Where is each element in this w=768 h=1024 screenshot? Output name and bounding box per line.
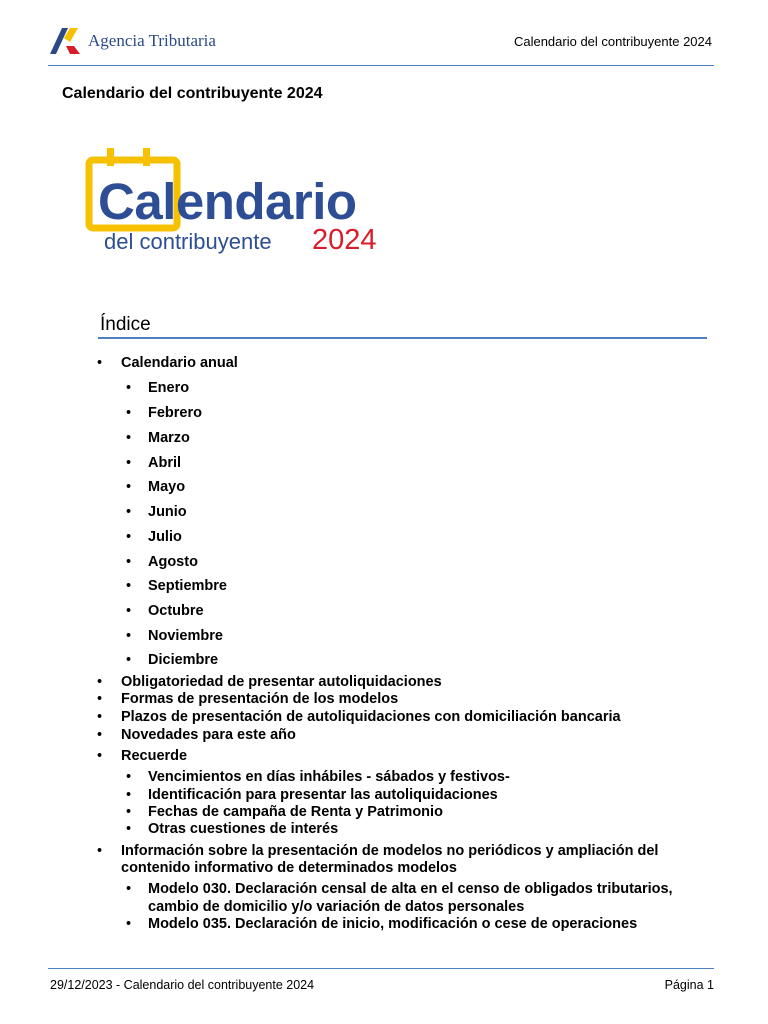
page-header: [48, 22, 714, 66]
page-footer: [48, 968, 714, 992]
index-link-recuerde-item[interactable]: • Vencimientos en días inhábiles - sábados y festivos-: [148, 769, 510, 785]
index-link-month[interactable]: • Mayo: [148, 479, 185, 495]
index-link-recuerde-item[interactable]: • Otras cuestiones de interés: [148, 821, 338, 837]
index-link-month[interactable]: • Febrero: [148, 405, 202, 421]
header-document-title: Calendario del contribuyente 2024: [513, 34, 712, 49]
index-divider: [98, 337, 707, 339]
index-link-modelo-035[interactable]: • Modelo 035. Declaración de inicio, modificación o cese de operaciones: [148, 916, 637, 932]
index-link-month[interactable]: • Junio: [148, 504, 187, 520]
index-link-calendario-anual[interactable]: • Calendario anual: [121, 355, 238, 371]
index-link-modelo-030[interactable]: • Modelo 030. Declaración censal de alta en el censo de obligados tributarios,: [148, 881, 673, 897]
cover-subtitle: del contribuyente: [104, 229, 272, 254]
index-link-modelo-030-cont[interactable]: cambio de domicilio y/o variación de datos personales: [148, 899, 525, 915]
index-link-month[interactable]: • Noviembre: [148, 628, 223, 644]
index-link-formas[interactable]: • Formas de presentación de los modelos: [121, 691, 398, 707]
index-link-month[interactable]: • Abril: [148, 455, 181, 471]
index-heading: Índice: [100, 314, 151, 335]
index-link-month[interactable]: • Septiembre: [148, 578, 227, 594]
agencia-tributaria-logo[interactable]: [48, 26, 216, 56]
index-link-informacion-cont[interactable]: contenido informativo de determinados modelos: [121, 860, 457, 876]
index-link-recuerde[interactable]: • Recuerde: [121, 748, 187, 764]
index-link-month[interactable]: • Octubre: [148, 603, 204, 619]
index-link-plazos[interactable]: • Plazos de presentación de autoliquidaciones con domiciliación bancaria: [121, 709, 621, 725]
index-link-recuerde-item[interactable]: • Fechas de campaña de Renta y Patrimonio: [148, 804, 443, 820]
index-link-month[interactable]: • Julio: [148, 529, 182, 545]
index-link-novedades[interactable]: • Novedades para este año: [121, 727, 296, 743]
index-link-month[interactable]: • Diciembre: [148, 652, 218, 668]
index-link-obligatoriedad[interactable]: • Obligatoriedad de presentar autoliquidaciones: [121, 674, 442, 690]
footer-date-title: 29/12/2023 - Calendario del contribuyente 2024: [50, 978, 315, 992]
index-link-recuerde-item[interactable]: • Identificación para presentar las autoliquidaciones: [148, 787, 498, 803]
footer-page-number: Página 1: [664, 978, 714, 992]
page-title: Calendario del contribuyente 2024: [62, 85, 323, 102]
index-link-month[interactable]: • Agosto: [148, 554, 198, 570]
cover-title: Calendario: [98, 173, 357, 230]
index-link-month[interactable]: • Enero: [148, 380, 189, 396]
index-link-informacion[interactable]: • Información sobre la presentación de modelos no periódicos y ampliación del: [121, 843, 658, 859]
logo-text: Agencia Tributaria: [88, 31, 216, 50]
index-link-month[interactable]: • Marzo: [148, 430, 190, 446]
cover-year: 2024: [312, 224, 377, 256]
agencia-tributaria-emblem-icon: [48, 26, 82, 56]
